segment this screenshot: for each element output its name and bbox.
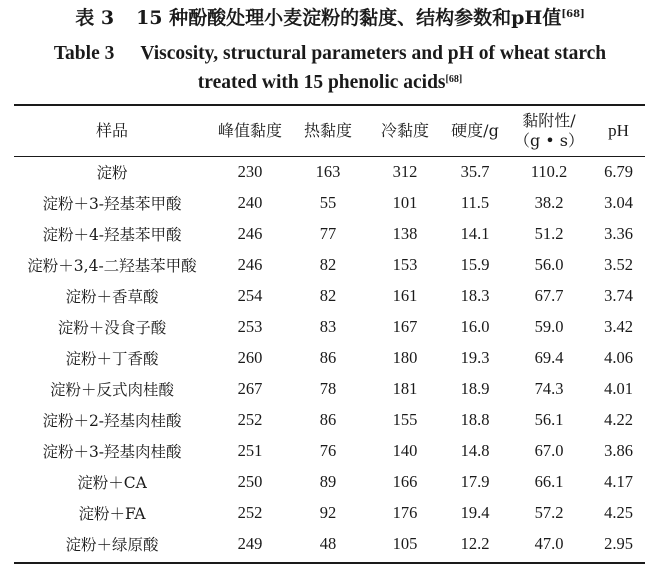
- table-row: [14, 497, 645, 528]
- cell-hardness: 12.2: [460, 533, 490, 553]
- table-header-row: [14, 106, 645, 156]
- cell-hardness: 14.8: [460, 440, 490, 460]
- header-sample: 样品: [95, 121, 128, 140]
- table-row: [14, 342, 645, 373]
- table-row: [14, 404, 645, 435]
- cell-hardness: 14.1: [460, 223, 490, 243]
- cell-ph: 4.01: [604, 378, 633, 398]
- cell-cold-viscosity: 101: [392, 192, 418, 212]
- table-row: [14, 249, 645, 280]
- table-row: [14, 280, 645, 311]
- cell-peak-viscosity: 230: [237, 161, 263, 181]
- cell-cold-viscosity: 180: [392, 347, 418, 367]
- cell-ph: 4.25: [604, 502, 633, 522]
- cell-hot-viscosity: 78: [319, 378, 337, 398]
- cell-sample: 淀粉＋4-羟基苯甲酸: [42, 225, 182, 244]
- cell-hardness: 11.5: [460, 192, 490, 212]
- cell-adhesiveness: 67.0: [534, 440, 564, 460]
- table-bottom-rule: [14, 562, 645, 564]
- cell-sample: 淀粉＋2-羟基肉桂酸: [42, 411, 182, 430]
- caption-chinese: [0, 6, 660, 30]
- cell-sample: 淀粉＋3-羟基苯甲酸: [42, 194, 182, 213]
- cell-adhesiveness: 67.7: [534, 285, 564, 305]
- cell-hardness: 18.9: [460, 378, 490, 398]
- header-hardness: 硬度/g: [451, 121, 499, 140]
- cell-sample: 淀粉＋反式肉桂酸: [49, 380, 174, 399]
- cell-sample: 淀粉＋绿原酸: [65, 535, 159, 554]
- cell-adhesiveness: 56.1: [534, 409, 564, 429]
- cell-sample: 淀粉＋丁香酸: [65, 349, 159, 368]
- header-hot-viscosity: 热黏度: [303, 121, 352, 140]
- cell-peak-viscosity: 250: [237, 471, 263, 491]
- cell-sample: 淀粉: [96, 163, 128, 182]
- cell-ph: 3.36: [604, 223, 633, 243]
- caption-en-title-line1: Viscosity, structural parameters and pH of wheat starch: [140, 43, 607, 64]
- cell-hardness: 15.9: [460, 254, 490, 274]
- cell-adhesiveness: 110.2: [530, 161, 568, 181]
- cell-sample: 淀粉＋FA: [78, 504, 146, 523]
- cell-ph: 4.22: [604, 409, 633, 429]
- cell-sample: 淀粉＋3-羟基肉桂酸: [42, 442, 182, 461]
- cell-ph: 6.79: [604, 161, 633, 181]
- caption-cn-label: 表 3: [75, 7, 115, 29]
- cell-ph: 3.86: [604, 440, 633, 460]
- header-cold-viscosity: 冷黏度: [380, 121, 429, 140]
- cell-hardness: 18.3: [460, 285, 490, 305]
- data-table: [14, 106, 645, 559]
- cell-hot-viscosity: 82: [319, 285, 337, 305]
- cell-cold-viscosity: 161: [392, 285, 418, 305]
- cell-sample: 淀粉＋香草酸: [65, 287, 159, 306]
- cell-peak-viscosity: 267: [237, 378, 263, 398]
- cell-peak-viscosity: 252: [237, 502, 263, 522]
- cell-sample: 淀粉＋CA: [77, 473, 147, 492]
- cell-sample: 淀粉＋3,4-二羟基苯甲酸: [27, 256, 197, 275]
- cell-cold-viscosity: 167: [392, 316, 418, 336]
- cell-cold-viscosity: 153: [392, 254, 418, 274]
- table-row: [14, 373, 645, 404]
- cell-cold-viscosity: 140: [392, 440, 418, 460]
- cell-hot-viscosity: 83: [319, 316, 337, 336]
- cell-adhesiveness: 66.1: [534, 471, 564, 491]
- cell-cold-viscosity: 312: [392, 161, 418, 181]
- cell-cold-viscosity: 181: [392, 378, 418, 398]
- cell-adhesiveness: 38.2: [534, 192, 564, 212]
- caption-cn-reference: [68]: [561, 9, 585, 20]
- cell-hardness: 16.0: [460, 316, 490, 336]
- cell-hardness: 19.3: [460, 347, 490, 367]
- cell-cold-viscosity: 105: [392, 533, 418, 553]
- cell-adhesiveness: 47.0: [534, 533, 564, 553]
- cell-ph: 2.95: [604, 533, 633, 553]
- cell-ph: 3.42: [604, 316, 633, 336]
- table-row: [14, 311, 645, 342]
- cell-peak-viscosity: 240: [237, 192, 263, 212]
- cell-hot-viscosity: 89: [319, 471, 337, 491]
- cell-ph: 3.52: [604, 254, 633, 274]
- table-row: [14, 218, 645, 249]
- caption-en-title-line2: treated with 15 phenolic acids: [197, 72, 446, 93]
- header-ph: pH: [608, 121, 629, 140]
- cell-hot-viscosity: 82: [319, 254, 337, 274]
- cell-ph: 4.17: [604, 471, 633, 491]
- cell-hot-viscosity: 86: [319, 347, 337, 367]
- cell-hardness: 17.9: [460, 471, 490, 491]
- cell-hardness: 19.4: [460, 502, 490, 522]
- cell-hot-viscosity: 163: [315, 161, 341, 181]
- cell-cold-viscosity: 166: [392, 471, 418, 491]
- cell-hot-viscosity: 48: [319, 533, 337, 553]
- cell-adhesiveness: 59.0: [534, 316, 564, 336]
- cell-peak-viscosity: 246: [237, 254, 263, 274]
- cell-adhesiveness: 69.4: [534, 347, 564, 367]
- cell-ph: 3.04: [604, 192, 633, 212]
- table-row: [14, 466, 645, 497]
- cell-hot-viscosity: 55: [319, 192, 337, 212]
- caption-en-reference: [68]: [445, 74, 463, 85]
- caption-en-label: Table 3: [53, 43, 115, 64]
- caption-english-line2: [0, 70, 660, 96]
- cell-adhesiveness: 74.3: [534, 378, 564, 398]
- cell-peak-viscosity: 252: [237, 409, 263, 429]
- cell-peak-viscosity: 251: [237, 440, 263, 460]
- cell-adhesiveness: 57.2: [534, 502, 564, 522]
- cell-hot-viscosity: 77: [319, 223, 337, 243]
- cell-peak-viscosity: 253: [237, 316, 263, 336]
- table-row: [14, 435, 645, 466]
- table-row: [14, 528, 645, 559]
- cell-adhesiveness: 51.2: [534, 223, 564, 243]
- cell-sample: 淀粉＋没食子酸: [57, 318, 167, 337]
- header-peak-viscosity: 峰值黏度: [217, 121, 282, 140]
- cell-hot-viscosity: 86: [319, 409, 337, 429]
- table-row: [14, 156, 645, 187]
- cell-hardness: 35.7: [460, 161, 490, 181]
- caption-cn-title: 15 种酚酸处理小麦淀粉的黏度、结构参数和pH值: [136, 7, 562, 29]
- cell-peak-viscosity: 249: [237, 533, 263, 553]
- cell-ph: 3.74: [604, 285, 633, 305]
- table-row: [14, 187, 645, 218]
- header-adhesiveness-line2: （g • s）: [513, 131, 585, 150]
- caption-english-line1: [0, 41, 660, 67]
- header-adhesiveness-line1: 黏附性/: [522, 111, 576, 130]
- cell-hardness: 18.8: [460, 409, 490, 429]
- cell-peak-viscosity: 260: [237, 347, 263, 367]
- cell-adhesiveness: 56.0: [534, 254, 564, 274]
- cell-ph: 4.06: [604, 347, 633, 367]
- cell-hot-viscosity: 76: [319, 440, 337, 460]
- header-adhesiveness: [506, 106, 592, 156]
- cell-hot-viscosity: 92: [319, 502, 337, 522]
- cell-cold-viscosity: 138: [392, 223, 418, 243]
- cell-cold-viscosity: 176: [392, 502, 418, 522]
- cell-peak-viscosity: 246: [237, 223, 263, 243]
- cell-cold-viscosity: 155: [392, 409, 418, 429]
- cell-peak-viscosity: 254: [237, 285, 263, 305]
